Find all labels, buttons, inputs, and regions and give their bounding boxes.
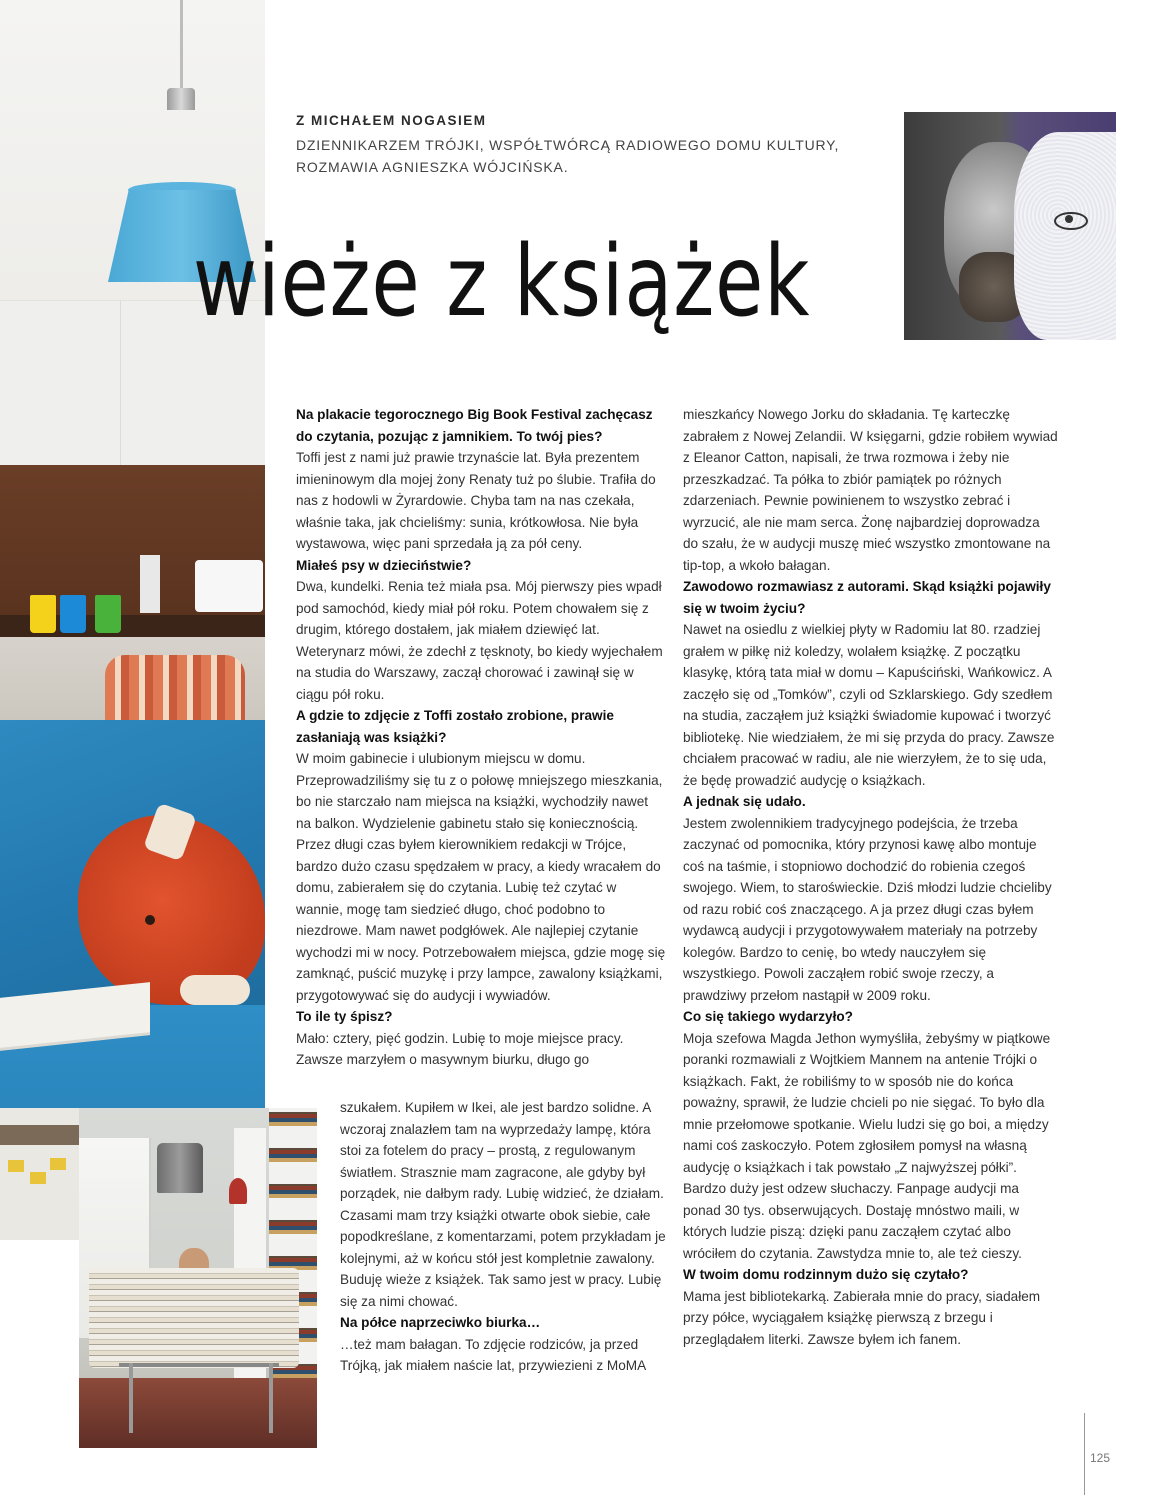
answer: Moja szefowa Magda Jethon wymyśliła, żebyśmy w piątkowe poranki rozmawiali z Wojtkiem Mannem na antenie Trójki o książkach. Fakt, że robiliśmy to w sposób nie do końca poważny, sprawił, że ludzie chcieli po nie sięgać. To było dla mnie przełomowe spotkanie. Wielu ludzi się go boi, a między nami coś zaskoczyło. Potem zgłosiłem pomysł na własną audycję o książkach i tak powstało „Z najwyższej półki”. Bardzo duży jest odzew słuchaczy. Fanpage audycji ma ponad 30 tys. obserwujących. Dostaję mnóstwo maili, w których ludzie piszą: dzięki panu zacząłem czytać albo wróciłem do czytania. Zawstydza mnie to, ale też cieszy. — [683, 1030, 1051, 1261]
portrait-illustration — [904, 112, 1116, 340]
question: Zawodowo rozmawiasz z autorami. Skąd książki pojawiły się w twoim życiu? — [683, 579, 1051, 616]
kitchen-living-room-photo — [0, 0, 265, 1240]
rug — [79, 1378, 317, 1448]
answer: Dwa, kundelki. Renia też miała psa. Mój pierwszy pies wpadł pod samochód, kiedy miał pół roku. Potem chowałem się z drugim, którego dostałem, jak miałem dziewięć lat. Weterynarz mówi, że zdechł z tęsknoty, bo kiedy wyjechałem na studia do Warszawy, zaczął chorować i zawinął się w ciągu pół roku. — [296, 579, 663, 702]
question: To ile ty śpisz? — [296, 1009, 393, 1024]
answer: Mama jest bibliotekarką. Zabierała mnie do pracy, siadałem przy półce, wyciągałem książkę pierwszą z brzegu i przeglądałem literki. Zawsze byłem ich fanem. — [683, 1288, 1041, 1347]
answer: W moim gabinecie i ulubionym miejscu w domu. Przeprowadziliśmy się tu z o połowę mniejszego mieszkania, bo nie starczało nam miejsca na książki, wychodziły nawet na balkon. Wydzielenie gabinetu stało się koniecznością. Przez długi czas byłem kierownikiem redakcji w Trójce, bardzo dużo czasu spędzałem w pracy, a kiedy wracałem do domu, zabierałem się do czytania. Lubię też czytać w wannie, mogę tam siedzieć długo, choć podobno to niezdrowe. Mam nawet podgłówek. Ale najlepiej czytanie wychodzi mi w nocy. Potrzebowałem miejsca, gdzie mogę się zamknąć, puścić muzykę i przy lampce, zawalony książkami, przygotowywać się do audycji i wywiadów. — [296, 751, 666, 1003]
question: W twoim domu rodzinnym dużo się czytało? — [683, 1267, 969, 1282]
answer: Nawet na osiedlu z wielkiej płyty w Radomiu lat 80. rzadziej grałem w piłkę niż koledzy, wolałem książkę. Z początku klasykę, którą tata miał w domu – Kapuściński, Wańkowicz. A zaczęło się od „Tomków”, czyli od Szklarskiego. Gdy szedłem na studia, zacząłem już książki świadomie kupować i tworzyć bibliotekę. Nie wiedziałem, że mi się przyda do pracy. Zawsze chciałem pracować w radiu, ale nie wierzyłem, że to się uda, że będę prowadzić audycję o książkach. — [683, 622, 1055, 788]
blue-cup — [60, 595, 86, 633]
page-number: 125 — [1090, 1451, 1111, 1465]
desk-lamp — [157, 1143, 203, 1193]
answer: Jestem zwolennikiem tradycyjnego podejścia, że trzeba zaczynać od pomocnika, który przynosi kawę albo montuje coś na taśmie, i stopniowo dochodzić do robienia czegoś swojego. Wiem, to staroświeckie. Dziś młodzi ludzie chcieliby od razu robić coś znaczącego. A ja przez długi czas byłem wydawcą audycji i przygotowywałem materiały na potrzeby kolegów. Bardzo to cenię, bo wtedy nauczyłem się wszystkiego. Powoli zacząłem robić swoje rzeczy, a prawdziwy przełom nastąpił w 2009 roku. — [683, 815, 1052, 1003]
coffee-table — [0, 1125, 80, 1145]
article-headline: wieże z książek — [193, 225, 811, 339]
text-column-left — [296, 404, 666, 1071]
question: Co się takiego wydarzyło? — [683, 1009, 853, 1024]
answer: mieszkańcy Nowego Jorku do składania. Tę karteczkę zabrałem z Nowej Zelandii. W księgarni, gdzie robiłem wywiad z Eleanor Catton, napisali, że trwa rozmowa i żeby nie przeszkadzać. Ta półka to zbiór pamiątek po różnych zdarzeniach. Pewnie powinienem to wszystko zebrać i wyrzucić, ale nie mam serca. Żonę najbardziej doprowadza do szału, że w audycji muszę mieć wszystko zmontowane na tip-top, a wkoło bałagan. — [683, 407, 1058, 573]
answer: szukałem. Kupiłem w Ikei, ale jest bardzo solidne. A wczoraj znalazłem tam na wyprzedaży lampę, która stoi za fotelem do pracy – prostą, z regulowanym światłem. Strasznie mam zagracone, ale gdyby był porządek, nie dałbym rady. Lubię widzieć, że działam. Czasami mam trzy książki otwarte obok siebie, całe popodkreślane, z komentarzami, potem przykładam je kolejnymi, aż w końcu stół jest kompletnie zawalony. Buduję wieże z książek. Tak samo jest w pracy. Lubię się za nimi chować. — [340, 1100, 666, 1309]
desk-with-books-photo — [79, 1108, 317, 1448]
question: A jednak się udało. — [683, 794, 806, 809]
article-kicker: Z MICHAŁEM NOGASIEM — [296, 113, 487, 128]
lamp-cord — [180, 0, 183, 90]
answer: Mało: cztery, pięć godzin. Lubię to moje miejsce pracy. Zawsze marzyłem o masywnym biurku, długo go — [296, 1030, 624, 1067]
heart-ornament — [229, 1178, 247, 1204]
text-column-right — [683, 404, 1058, 1350]
yellow-cup — [30, 595, 56, 633]
question: Na półce naprzeciwko biurka… — [340, 1315, 541, 1330]
patterned-sweater — [105, 655, 245, 725]
answer: Toffi jest z nami już prawie trzynaście lat. Była prezentem imieninowym dla mojej żony Renaty tuż po ślubie. Trafiła do nas z hodowli w Żyrardowie. Chyba tam na nas czekała, właśnie taka, jak chcieliśmy: sunia, krótkowłosa. Nie była wystawowa, więc pani sprzedała ją za pół ceny. — [296, 450, 656, 551]
question: A gdzie to zdjęcie z Toffi zostało zrobione, prawie zasłaniają was książki? — [296, 708, 614, 745]
text-column-left-inset — [340, 1097, 670, 1377]
green-cup — [95, 595, 121, 633]
article-subtitle: DZIENNIKARZEM TRÓJKI, WSPÓŁTWÓRCĄ RADIOWEGO DOMU KULTURY, ROZMAWIA AGNIESZKA WÓJCIŃSKA. — [296, 137, 840, 175]
question: Miałeś psy w dzieciństwie? — [296, 557, 472, 573]
book-piles — [89, 1268, 299, 1368]
question: Na plakacie tegorocznego Big Book Festival zachęcasz do czytania, pozując z jamnikiem. To twój pies? — [296, 407, 653, 444]
page-rule — [1084, 1413, 1085, 1495]
bread-box — [195, 560, 263, 612]
answer: …też mam bałagan. To zdjęcie rodziców, ja przed Trójką, jak miałem naście lat, przywiezieni z MoMA — [340, 1336, 647, 1373]
